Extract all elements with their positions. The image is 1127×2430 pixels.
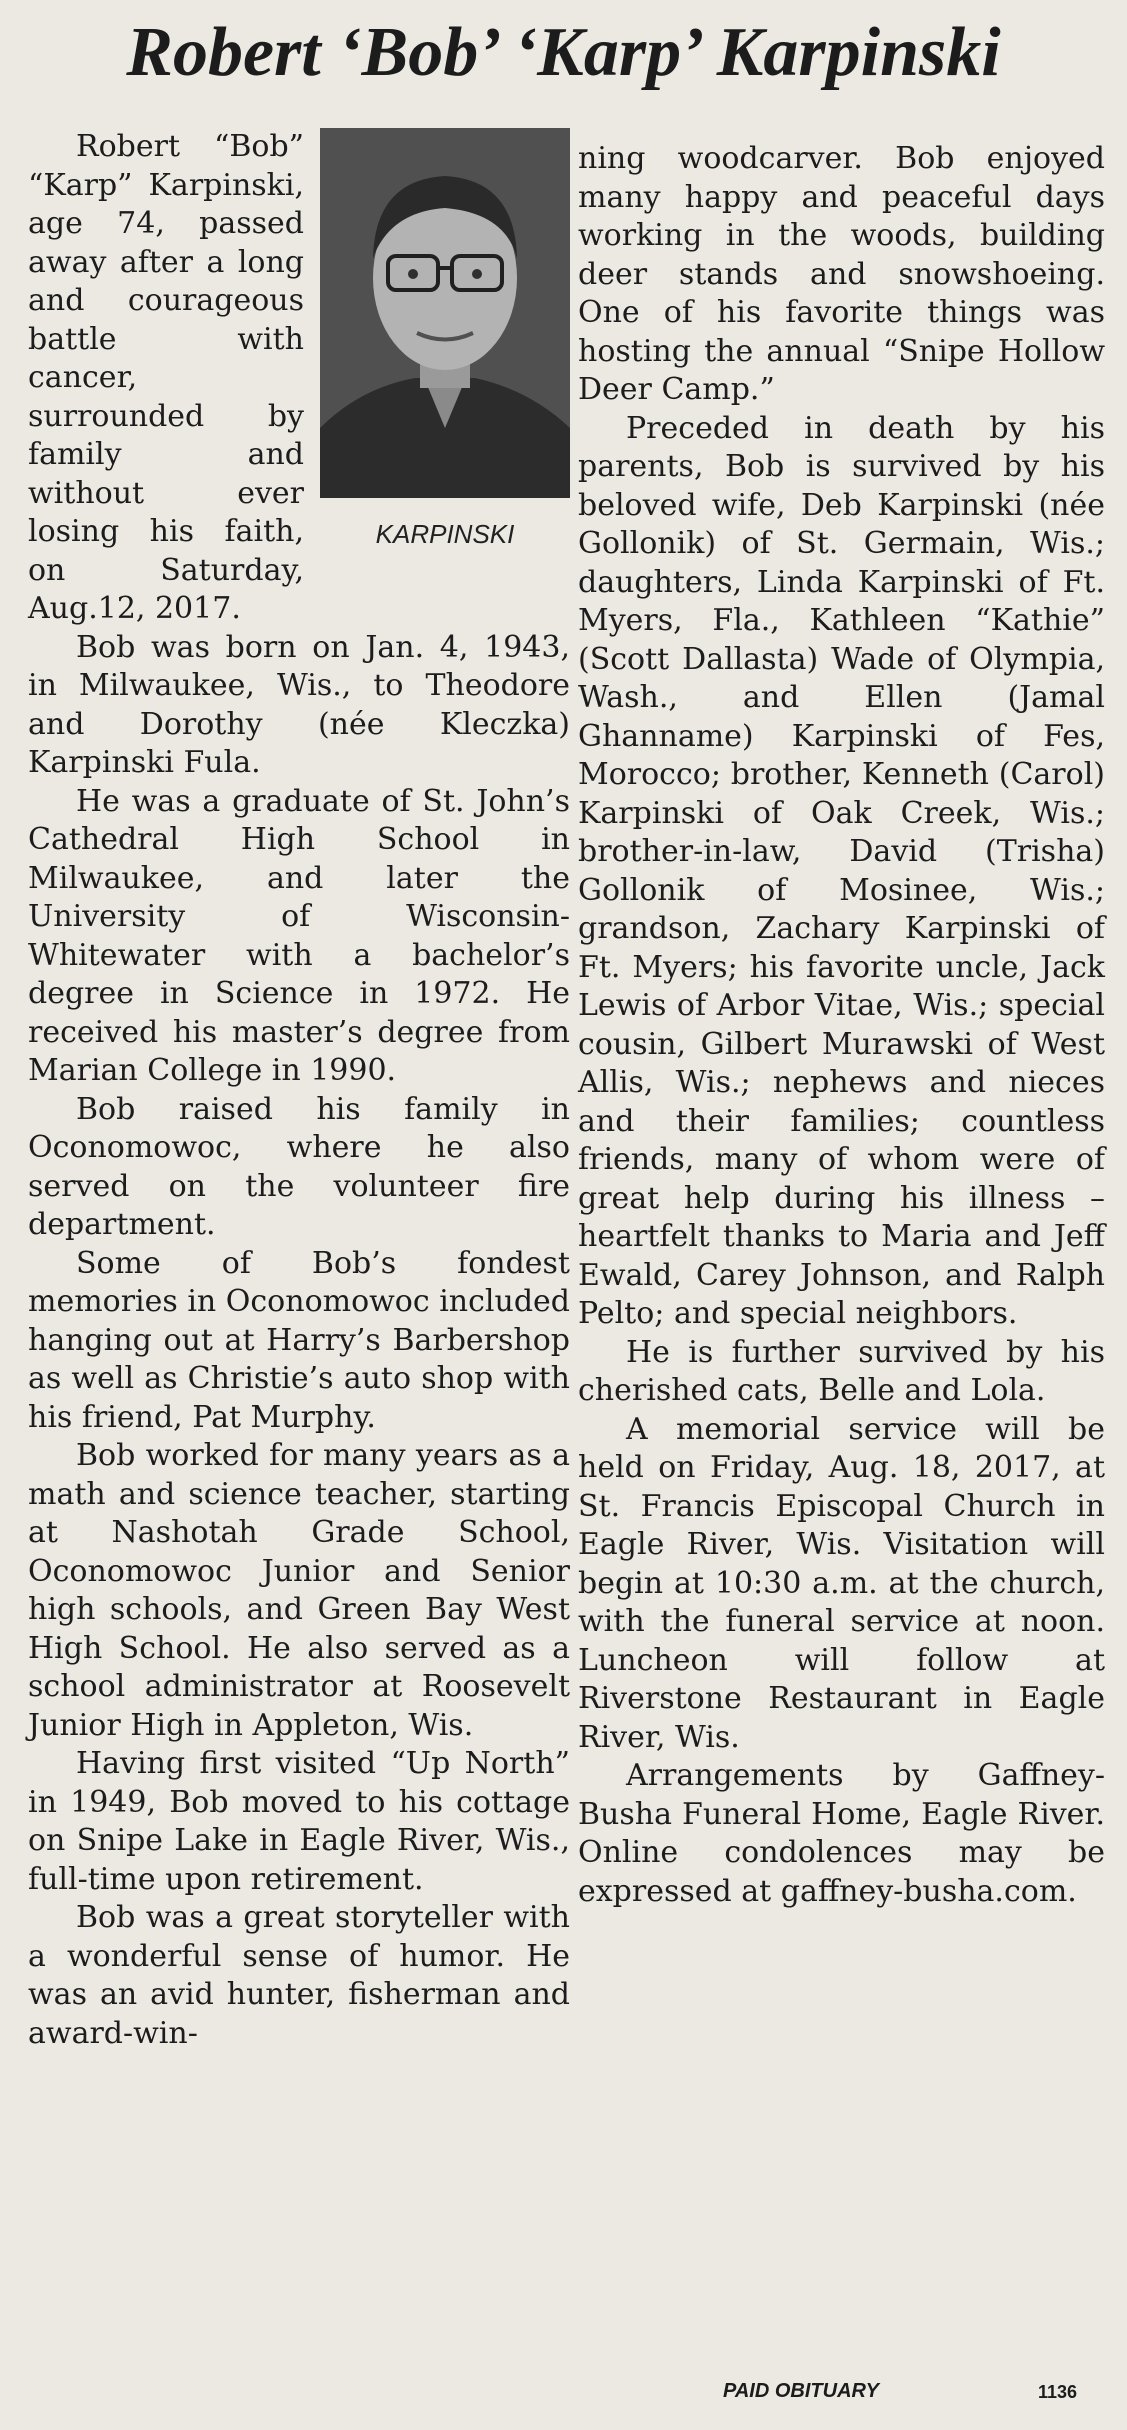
portrait-block [320, 128, 570, 566]
paragraph: Having first visited “Up North” in 1949, Bob moved to his cottage on Snipe Lake in Eagle River, Wis., full-time upon retirement. [28, 1746, 570, 1897]
photo-caption: KARPINSKI [375, 519, 515, 549]
headline: Robert ‘Bob’ ‘Karp’ Karpinski [126, 14, 1001, 91]
paragraph: Bob was a great storyteller with a wonderful sense of humor. He was an avid hunter, fisherman and award-win- [28, 1900, 570, 2051]
paragraph: ning woodcarver. Bob enjoyed many happy and peaceful days working in the woods, building deer stands and snowshoeing. One of his favorite things was hosting the annual “Snipe Hollow Deer Camp.” [578, 141, 1105, 407]
paragraph: He is further survived by his cherished cats, Belle and Lola. [578, 1334, 1105, 1408]
portrait-photo [320, 128, 570, 498]
paragraph: Bob worked for many years as a math and science teacher, starting at Nashotah Grade School, Oconomowoc Junior and Senior high schools, and Green Bay West High School. He also served as a school administrator at Roosevelt Junior High in Appleton, Wis. [28, 1438, 570, 1743]
paid-obituary-label: PAID OBITUARY [723, 2380, 879, 2402]
paragraph: He was a graduate of St. John’s Cathedral High School in Milwaukee, and later the University of Wisconsin-Whitewater with a bachelor’s degree in Science in 1972. He received his master’s degree from Marian College in 1990. [28, 783, 570, 1088]
paragraph: A memorial service will be held on Friday, Aug. 18, 2017, at St. Francis Episcopal Church in Eagle River, Wis. Visitation will begin at 10:30 a.m. at the church, with the funeral service at noon. Luncheon will follow at Riverstone Restaurant in Eagle River, Wis. [578, 1411, 1105, 1755]
paragraph: Robert “Bob” “Karp” Karpinski, age 74, passed away after a long and courageous battle with cancer, surrounded by family and without ever losing his faith, on Saturday, Aug.12, 2017. [28, 129, 304, 626]
ad-code: 1136 [1038, 2382, 1078, 2402]
left-column [28, 128, 570, 2053]
paragraph: Arrangements by Gaffney-Busha Funeral Home, Eagle River. Online condolences may be expressed at gaffney-busha.com. [578, 1758, 1105, 1909]
right-column [578, 140, 1105, 1911]
paragraph: Bob was born on Jan. 4, 1943, in Milwaukee, Wis., to Theodore and Dorothy (née Kleczka) Karpinski Fula. [28, 629, 570, 780]
paragraph: Bob raised his family in Oconomowoc, where he also served on the volunteer fire department. [28, 1091, 570, 1242]
paragraph: Some of Bob’s fondest memories in Oconomowoc included hanging out at Harry’s Barbershop as well as Christie’s auto shop with his friend, Pat Murphy. [28, 1245, 571, 1435]
paragraph: Preceded in death by his parents, Bob is survived by his beloved wife, Deb Karpinski (née Gollonik) of St. Germain, Wis.; daughters, Linda Karpinski of Ft. Myers, Fla., Kathleen “Kathie” (Scott Dallasta) Wade of Olympia, Wash., and Ellen (Jamal Ghanname) Karpinski of Fes, Morocco; brother, Kenneth (Carol) Karpinski of Oak Creek, Wis.; brother-in-law, David (Trisha) Gollonik of Mosinee, Wis.; grandson, Zachary Karpinski of Ft. Myers; his favorite uncle, Jack Lewis of Arbor Vitae, Wis.; special cousin, Gilbert Murawski of West Allis, Wis.; nephews and nieces and their families; countless friends, many of whom were of great help during his illness – heartfelt thanks to Maria and Jeff Ewald, Carey Johnson, and Ralph Pelto; and special neighbors. [578, 410, 1105, 1331]
